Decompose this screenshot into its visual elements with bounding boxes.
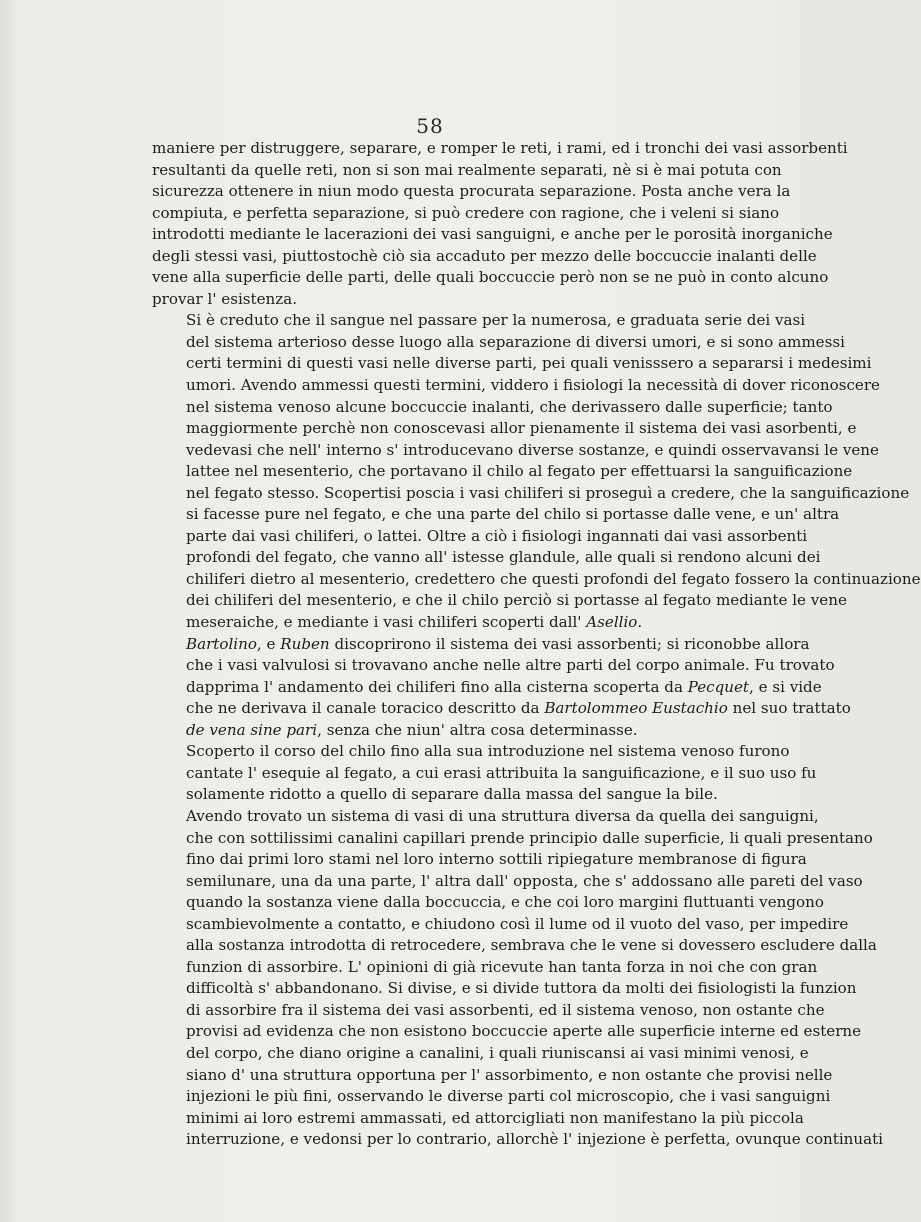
page-number: 58 bbox=[416, 114, 444, 138]
paragraph bbox=[152, 138, 848, 310]
text-line: fino dai primi loro stami nel loro interno sottili ripiegature membranose di figura bbox=[186, 850, 807, 869]
text-line: injezioni le più fini, osservando le diverse parti col microscopio, che i vasi sanguigni bbox=[186, 1087, 831, 1106]
text-line: funzion di assorbire. L' opinioni di già ricevute han tanta forza in noi che con gran bbox=[186, 957, 818, 976]
text-line: del sistema arterioso desse luogo alla separazione di diversi umori, e si sono ammessi bbox=[186, 332, 845, 351]
paragraph bbox=[152, 310, 921, 633]
text-line: quando la sostanza viene dalla boccuccia, e che coi loro margini fluttuanti vengono bbox=[186, 893, 824, 912]
text-line: vene alla superficie delle parti, delle quali boccuccie però non se ne può in conto alcuno bbox=[152, 268, 829, 287]
italic-name: Ruben bbox=[280, 634, 330, 653]
text-line: compiuta, e perfetta separazione, si può credere con ragione, che i veleni si siano bbox=[152, 203, 780, 222]
text-run: , e bbox=[256, 634, 281, 653]
text-line: vedevasi che nell' interno s' introducevano diverse sostanze, e quindi osservavansi le vene bbox=[186, 440, 879, 459]
italic-name: Bartolommeo Eustachio bbox=[544, 699, 728, 718]
text-line: nel fegato stesso. Scopertisi poscia i vasi chiliferi si proseguì a credere, che la sanguificazione bbox=[186, 483, 910, 502]
text-line: Si è creduto che il sangue nel passare per la numerosa, e graduata serie dei vasi bbox=[186, 311, 806, 330]
text-line: interruzione, e vedonsi per lo contrario, allorchè l' injezione è perfetta, ovunque continuati bbox=[186, 1130, 883, 1149]
paragraph bbox=[152, 741, 817, 806]
text-line: del corpo, che diano origine a canalini, i quali riuniscansi ai vasi minimi venosi, e bbox=[186, 1043, 809, 1062]
text-line: che i vasi valvulosi si trovavano anche nelle altre parti del corpo animale. Fu trovato bbox=[186, 656, 835, 675]
text-line: semilunare, una da una parte, l' altra dall' opposta, che s' addossano alle pareti del vaso bbox=[186, 871, 863, 890]
text-line: siano d' una struttura opportuna per l' assorbimento, e non ostante che provisi nelle bbox=[186, 1065, 833, 1084]
text-run: , e si vide bbox=[749, 677, 822, 696]
text-run: che ne derivava il canale toracico descritto da bbox=[186, 699, 545, 718]
text-line: umori. Avendo ammessi questi termini, viddero i fisiologi la necessità di dover riconoscere bbox=[186, 376, 880, 395]
text-run: meseraiche, e mediante i vasi chiliferi scoperti dall' bbox=[186, 613, 587, 632]
text-line: dei chiliferi del mesenterio, e che il chilo perciò si portasse al fegato mediante le vene bbox=[186, 591, 847, 610]
text-line: Avendo trovato un sistema di vasi di una struttura diversa da quella dei sanguigni, bbox=[186, 806, 819, 825]
text-line: minimi ai loro estremi ammassati, ed attorcigliati non manifestano la più piccola bbox=[186, 1108, 804, 1127]
text-line: scambievolmente a contatto, e chiudono così il lume od il vuoto del vaso, per impedire bbox=[186, 914, 849, 933]
text-line bbox=[152, 677, 822, 699]
italic-name: Bartolino bbox=[186, 634, 257, 653]
text-line: provisi ad evidenza che non esistono boccuccie aperte alle superficie interne ed esterne bbox=[186, 1022, 862, 1041]
italic-name: Asellio bbox=[586, 613, 638, 632]
text-line: chiliferi dietro al mesenterio, credettero che questi profondi del fegato fossero la continuazione bbox=[186, 569, 921, 588]
text-line: certi termini di questi vasi nelle diverse parti, pei quali venisssero a separarsi i medesimi bbox=[186, 354, 872, 373]
text-line bbox=[152, 698, 851, 720]
text-line: parte dai vasi chiliferi, o lattei. Oltre a ciò i fisiologi ingannati dai vasi assorbenti bbox=[186, 526, 808, 545]
text-line: difficoltà s' abbandonano. Si divise, e si divide tuttora da molti dei fisiologisti la funzion bbox=[186, 979, 857, 998]
italic-name: de vena sine pari bbox=[186, 720, 318, 739]
text-line: resultanti da quelle reti, non si son mai realmente separati, nè si è mai potuta con bbox=[152, 160, 782, 179]
paragraph bbox=[152, 634, 851, 742]
text-line: introdotti mediante le lacerazioni dei vasi sanguigni, e anche per le porosità inorganiche bbox=[152, 225, 833, 244]
text-line: si facesse pure nel fegato, e che una parte del chilo si portasse dalle vene, e un' altra bbox=[186, 505, 840, 524]
text-line: che con sottilissimi canalini capillari prende principio dalle superficie, li quali presentano bbox=[186, 828, 873, 847]
text-run: dapprima l' andamento dei chiliferi fino alla cisterna scoperta da bbox=[186, 677, 688, 696]
body-text bbox=[152, 138, 921, 1151]
text-line: alla sostanza introdotta di retrocedere, sembrava che le vene si dovessero escludere dalla bbox=[186, 936, 877, 955]
text-run: , senza che niun' altra cosa determinasse. bbox=[317, 720, 638, 739]
text-run: nel suo trattato bbox=[727, 699, 851, 718]
text-line: maniere per distruggere, separare, e romper le reti, i rami, ed i tronchi dei vasi assorbenti bbox=[152, 139, 848, 157]
text-run: discoprirono il sistema dei vasi assorbenti; si riconobbe allora bbox=[329, 634, 810, 653]
text-line: lattee nel mesenterio, che portavano il chilo al fegato per effettuarsi la sanguificazione bbox=[186, 462, 853, 481]
text-line: nel sistema venoso alcune boccuccie inalanti, che derivassero dalle superficie; tanto bbox=[186, 397, 833, 416]
text-line: solamente ridotto a quello di separare dalla massa del sangue la bile. bbox=[186, 785, 718, 804]
text-line bbox=[152, 612, 740, 634]
text-line: cantate l' esequie al fegato, a cui erasi attribuita la sanguificazione, e il suo uso fu bbox=[186, 763, 817, 782]
text-line: di assorbire fra il sistema dei vasi assorbenti, ed il sistema venoso, non ostante che bbox=[186, 1000, 825, 1019]
text-run: . bbox=[637, 613, 643, 632]
paragraph bbox=[152, 806, 883, 1151]
text-line bbox=[152, 634, 810, 656]
text-line: profondi del fegato, che vanno all' istesse glandule, alle quali si rendono alcuni dei bbox=[186, 548, 821, 567]
italic-name: Pecquet bbox=[687, 677, 749, 696]
text-line bbox=[152, 720, 740, 742]
text-line: Scoperto il corso del chilo fino alla sua introduzione nel sistema venoso furono bbox=[186, 742, 790, 761]
text-line: maggiormente perchè non conoscevasi allor pienamente il sistema dei vasi asorbenti, e bbox=[186, 419, 857, 438]
text-line: degli stessi vasi, piuttostochè ciò sia accaduto per mezzo delle boccuccie inalanti delle bbox=[152, 246, 817, 265]
text-line: sicurezza ottenere in niun modo questa procurata separazione. Posta anche vera la bbox=[152, 182, 791, 201]
text-line: provar l' esistenza. bbox=[152, 289, 297, 308]
